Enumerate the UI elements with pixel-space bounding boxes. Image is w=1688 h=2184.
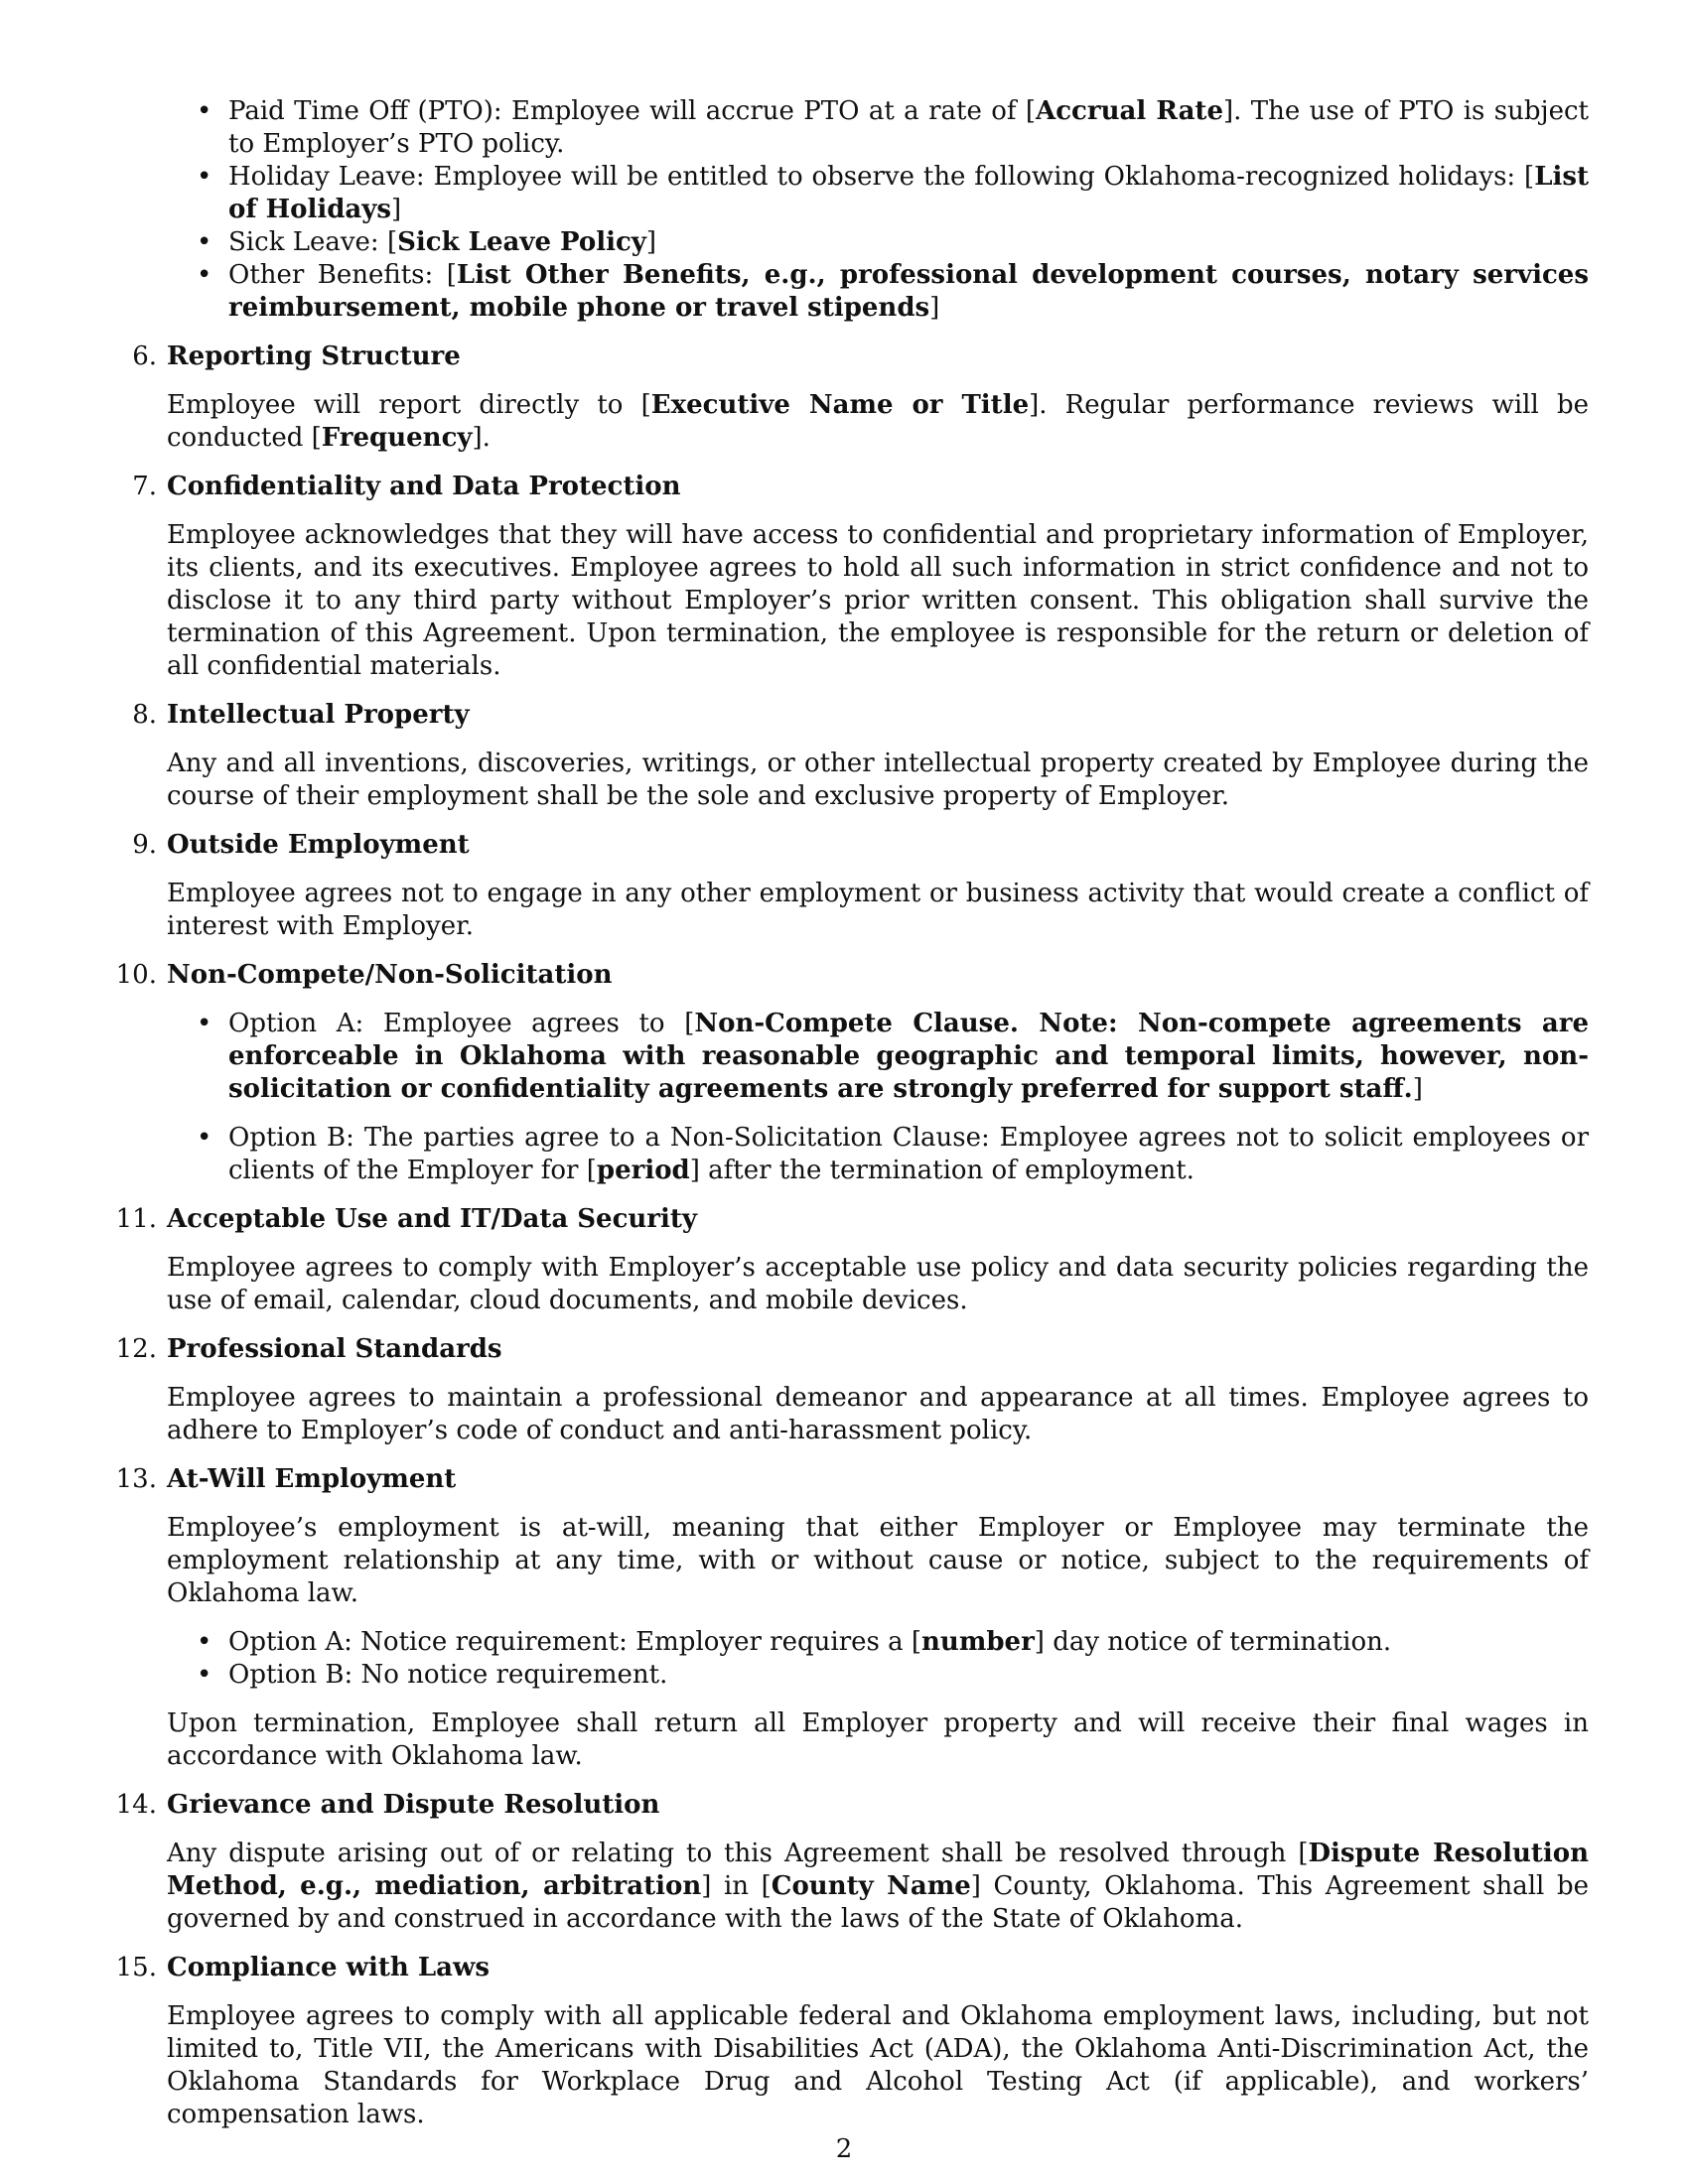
section-number: 14. [115,1790,157,1820]
section-dispute-resolution [115,1789,1589,1936]
section-acceptable-use [115,1203,1589,1317]
section-number: 8. [132,700,157,730]
page-number: 2 [835,2134,853,2164]
list-item: • Holiday Leave: Employee will be entitled to observe the following Oklahoma-recognized holidays: [List of Holidays] [167,161,1589,226]
list-item: • Option A: Notice requirement: Employer requires a [number] day notice of termination. [167,1626,1589,1659]
section-professional-standards [115,1333,1589,1447]
section-title: Grievance and Dispute Resolution [167,1790,660,1820]
section-at-will-employment [115,1463,1589,1773]
section-body: Employee agrees not to engage in any other employment or business activity that would create a conflict of interest with Employer. [167,879,1589,941]
options-list [167,1008,1589,1187]
options-list [167,1626,1589,1692]
section-body: Employee’s employment is at-will, meaning that either Employer or Employee may terminate the employment relationship at any time, with or without cause or notice, subject to the requirements of Oklahoma law. [167,1513,1589,1608]
section-title: Professional Standards [167,1334,502,1364]
section-body: Any and all inventions, discoveries, writings, or other intellectual property created by Employee during the course of their employment shall be the sole and exclusive property of Employer. [167,749,1589,811]
section-body: Employee agrees to comply with Employer’s acceptable use policy and data security policies regarding the use of email, calendar, cloud documents, and mobile devices. [167,1253,1589,1315]
section-heading [115,959,1589,992]
section-heading [132,341,1589,373]
document-page [115,95,1590,2131]
list-item: • Option A: Employee agrees to [Non-Compete Clause. Note: Non-compete agreements are enforceable in Oklahoma with reasonable geographic and temporal limits, however, non-solicitation or confidentiality agreements are strongly preferred for support staff.] [167,1008,1589,1106]
section-heading [132,471,1589,503]
section-compliance-with-laws [115,1952,1589,2131]
section-number: 15. [115,1953,157,1982]
section-number: 9. [132,830,157,860]
section-body: Employee acknowledges that they will have access to confidential and proprietary information of Employer, its clients, and its executives. Employee agrees to hold all such information in strict confidence and not to disclose it to any third party without Employer’s prior written consent. This obligation shall survive the termination of this Agreement. Upon termination, the employee is responsible for the return or deletion of all confidential materials. [167,520,1589,681]
section-intellectual-property [132,699,1589,813]
section-number: 6. [132,341,157,371]
list-item: • Option B: The parties agree to a Non-Solicitation Clause: Employee agrees not to solicit employees or clients of the Employer for [period] after the termination of employment. [167,1122,1589,1187]
section-outside-employment [132,829,1589,943]
list-item: • Option B: No notice requirement. [167,1659,1589,1692]
section-title: Reporting Structure [167,341,461,371]
section-confidentiality [132,471,1589,683]
section-title: Intellectual Property [167,700,470,730]
section-body: Employee will report directly to [Executive Name or Title]. Regular performance reviews will be conducted [Frequency]. [167,390,1589,453]
section-body: Any dispute arising out of or relating to this Agreement shall be resolved through [Dispute Resolution Method, e.g., mediation, arbitration] in [County Name] County, Oklahoma. This Agreement shall be governed by and construed in accordance with the laws of the State of Oklahoma. [167,1839,1589,1934]
section-title: Outside Employment [167,830,470,860]
benefits-list [167,95,1589,325]
section-number: 7. [132,472,157,501]
section-heading [115,1333,1589,1366]
list-item: • Paid Time Off (PTO): Employee will accrue PTO at a rate of [Accrual Rate]. The use of PTO is subject to Employer’s PTO policy. [167,95,1589,161]
section-number: 10. [115,960,157,990]
section-number: 13. [115,1464,157,1494]
section-number: 12. [115,1334,157,1364]
list-item: • Sick Leave: [Sick Leave Policy] [167,226,1589,259]
section-title: Confidentiality and Data Protection [167,472,681,501]
section-non-compete [115,959,1590,1187]
section-reporting-structure [132,341,1589,455]
section-title: Acceptable Use and IT/Data Security [167,1204,698,1234]
section-title: At-Will Employment [167,1464,457,1494]
section-heading [115,1203,1589,1236]
list-item: • Other Benefits: [List Other Benefits, e.g., professional development courses, notary services reimbursement, mobile phone or travel stipends] [167,259,1589,325]
section-heading [115,1789,1589,1822]
section-heading [132,829,1589,862]
section-title: Compliance with Laws [167,1953,491,1982]
section-body: Employee agrees to maintain a professional demeanor and appearance at all times. Employee agrees to adhere to Employer’s code of conduct and anti-harassment policy. [167,1383,1589,1445]
section-number: 11. [115,1204,157,1234]
section-heading [115,1952,1589,1984]
section-title: Non-Compete/Non-Solicitation [167,960,613,990]
section-body: Employee agrees to comply with all applicable federal and Oklahoma employment laws, including, but not limited to, Title VII, the Americans with Disabilities Act (ADA), the Oklahoma Anti-Discrimination Act, the Oklahoma Standards for Workplace Drug and Alcohol Testing Act (if applicable), and workers’ compensation laws. [167,2001,1589,2129]
section-heading [115,1463,1589,1496]
section-heading [132,699,1589,732]
section-body: Upon termination, Employee shall return all Employer property and will receive their final wages in accordance with Oklahoma law. [167,1708,1589,1771]
